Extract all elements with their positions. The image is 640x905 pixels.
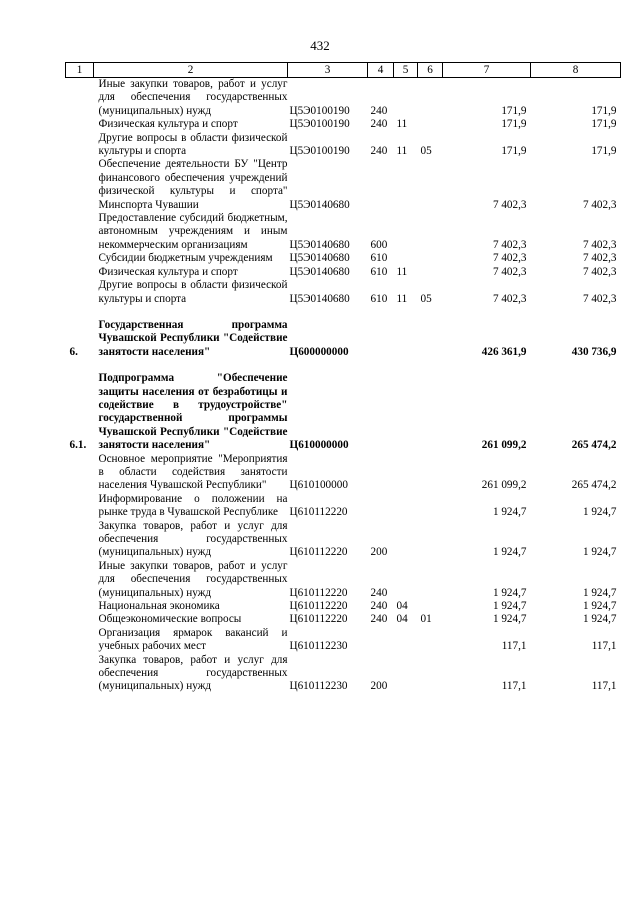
table-row	[66, 252, 621, 265]
subsection-code	[418, 560, 443, 600]
target-code: Ц610112220	[289, 600, 348, 613]
amount-year-2: 117,1	[591, 640, 617, 653]
subsection-code	[418, 600, 443, 613]
table-row	[66, 372, 621, 452]
expense-type	[368, 453, 394, 493]
amount-year-1: 171,9	[501, 104, 527, 117]
row-number	[66, 560, 94, 600]
item-name: Субсидии бюджетным учреждениям	[98, 252, 273, 265]
subsection-code	[418, 78, 443, 119]
amount-year-2: 7 402,3	[582, 198, 617, 211]
amount-year-1: 7 402,3	[492, 252, 527, 265]
section-code	[394, 78, 418, 119]
row-number: 6.	[69, 345, 78, 358]
amount-year-1: 261 099,2	[481, 439, 527, 452]
spacer-cell	[66, 306, 621, 319]
column-header: 4	[368, 63, 394, 78]
expense-type: 240	[370, 613, 388, 626]
expense-type: 240	[370, 600, 388, 613]
table-row	[66, 132, 621, 159]
target-code: Ц5Э0100190	[289, 145, 350, 158]
amount-year-1: 1 924,7	[492, 586, 527, 599]
row-number	[66, 132, 94, 159]
row-number	[66, 600, 94, 613]
item-name: Общеэкономические вопросы	[98, 613, 242, 626]
row-number	[66, 613, 94, 626]
table-row	[66, 266, 621, 279]
row-number	[66, 279, 94, 306]
section-code	[394, 319, 418, 359]
amount-year-1: 7 402,3	[492, 265, 527, 278]
target-code: Ц610100000	[289, 479, 348, 492]
amount-year-2: 1 924,7	[582, 546, 617, 559]
target-code: Ц5Э0140680	[289, 238, 350, 251]
spacer-row	[66, 359, 621, 372]
item-name: Физическая культура и спорт	[98, 265, 238, 278]
table-row	[66, 627, 621, 654]
amount-year-2: 7 402,3	[582, 252, 617, 265]
amount-year-2: 117,1	[591, 680, 617, 693]
amount-year-2: 7 402,3	[582, 238, 617, 251]
amount-year-2: 1 924,7	[582, 613, 617, 626]
table-row	[66, 78, 621, 119]
row-number	[66, 212, 94, 252]
item-name: Закупка товаров, работ и услуг для обеспечения государственных (муниципальных) нужд	[98, 653, 288, 693]
expense-type: 610	[370, 252, 388, 265]
table-row	[66, 520, 621, 560]
amount-year-1: 171,9	[501, 118, 527, 131]
target-code: Ц5Э0100190	[289, 104, 350, 117]
column-header: 5	[394, 63, 418, 78]
item-name: Иные закупки товаров, работ и услуг для обеспечения государственных (муниципальных) нужд	[98, 559, 288, 599]
target-code: Ц610112220	[289, 586, 348, 599]
expense-type	[368, 158, 394, 212]
amount-year-2: 1 924,7	[582, 506, 617, 519]
target-code: Ц600000000	[289, 345, 349, 358]
page-number: 432	[310, 38, 330, 53]
subsection-code	[418, 520, 443, 560]
section-code: 04	[396, 613, 408, 626]
item-name: Основное мероприятие "Мероприятия в области содействия занятости населения Чувашской Республики"	[98, 452, 288, 492]
section-code	[394, 627, 418, 654]
column-header: 2	[94, 63, 288, 78]
table-row	[66, 493, 621, 520]
target-code: Ц5Э0140680	[289, 252, 350, 265]
amount-year-2: 171,9	[591, 118, 617, 131]
section-code	[394, 560, 418, 600]
amount-year-1: 1 924,7	[492, 613, 527, 626]
subsection-code	[418, 493, 443, 520]
section-code	[394, 520, 418, 560]
amount-year-1: 1 924,7	[492, 546, 527, 559]
subsection-code	[418, 654, 443, 694]
amount-year-2: 1 924,7	[582, 600, 617, 613]
row-number	[66, 453, 94, 493]
amount-year-1: 261 099,2	[481, 479, 527, 492]
table-row	[66, 118, 621, 131]
subsection-code	[418, 453, 443, 493]
row-number	[66, 520, 94, 560]
target-code: Ц5Э0140680	[289, 292, 350, 305]
target-code: Ц5Э0140680	[289, 198, 350, 211]
expense-type: 600	[370, 238, 388, 251]
item-name: Подпрограмма "Обеспечение защиты населения от безработицы и содействие в трудоустройстве" государственной программы Чувашской Республики "Содействие занятости населения"	[98, 372, 288, 452]
subsection-code	[418, 212, 443, 252]
section-code	[394, 493, 418, 520]
amount-year-1: 117,1	[501, 680, 527, 693]
amount-year-2: 1 924,7	[582, 586, 617, 599]
subsection-code	[418, 372, 443, 452]
expense-type	[368, 319, 394, 359]
row-number	[66, 627, 94, 654]
target-code: Ц610112220	[289, 613, 348, 626]
table-row	[66, 279, 621, 306]
item-name: Информирование о положении на рынке труда в Чувашской Республике	[98, 492, 288, 519]
item-name: Организация ярмарок вакансий и учебных рабочих мест	[98, 626, 288, 653]
column-header: 6	[418, 63, 443, 78]
section-code	[394, 252, 418, 265]
subsection-code	[418, 266, 443, 279]
amount-year-1: 426 361,9	[481, 345, 527, 358]
section-code	[394, 453, 418, 493]
section-code: 04	[396, 600, 408, 613]
amount-year-2: 265 474,2	[571, 439, 617, 452]
expense-type: 200	[370, 680, 388, 693]
amount-year-1: 171,9	[501, 145, 527, 158]
subsection-code: 05	[420, 292, 432, 305]
item-name: Закупка товаров, работ и услуг для обеспечения государственных (муниципальных) нужд	[98, 519, 288, 559]
section-code: 11	[396, 265, 408, 278]
table-row	[66, 600, 621, 613]
column-header: 7	[443, 63, 531, 78]
expense-type	[368, 372, 394, 452]
subsection-code	[418, 319, 443, 359]
target-code: Ц610112230	[289, 640, 348, 653]
target-code: Ц610000000	[289, 439, 349, 452]
expense-type: 200	[370, 546, 388, 559]
section-code	[394, 654, 418, 694]
section-code: 11	[396, 145, 408, 158]
row-number	[66, 118, 94, 131]
subsection-code: 01	[420, 613, 432, 626]
amount-year-1: 7 402,3	[492, 292, 527, 305]
table-row	[66, 560, 621, 600]
expense-type: 240	[370, 145, 388, 158]
table-row	[66, 158, 621, 212]
table-row	[66, 319, 621, 359]
row-number	[66, 252, 94, 265]
section-code: 11	[396, 118, 408, 131]
item-name: Национальная экономика	[98, 600, 220, 613]
item-name: Иные закупки товаров, работ и услуг для обеспечения государственных (муниципальных) нужд	[98, 78, 288, 117]
subsection-code: 05	[420, 145, 432, 158]
row-number	[66, 158, 94, 212]
subsection-code	[418, 252, 443, 265]
column-header: 3	[288, 63, 368, 78]
target-code: Ц610112220	[289, 506, 348, 519]
column-header: 1	[66, 63, 94, 78]
amount-year-1: 117,1	[501, 640, 527, 653]
expense-type: 610	[370, 292, 388, 305]
amount-year-2: 171,9	[591, 104, 617, 117]
item-name: Физическая культура и спорт	[98, 118, 238, 131]
target-code: Ц5Э0100190	[289, 118, 350, 131]
amount-year-1: 1 924,7	[492, 600, 527, 613]
row-number: 6.1.	[69, 439, 87, 452]
section-code: 11	[396, 292, 408, 305]
target-code: Ц5Э0140680	[289, 265, 350, 278]
item-name: Предоставление субсидий бюджетным, автономным учреждениям и иным некоммерческим организациям	[98, 212, 288, 251]
subsection-code	[418, 627, 443, 654]
row-number	[66, 266, 94, 279]
amount-year-1: 1 924,7	[492, 506, 527, 519]
spacer-cell	[66, 359, 621, 372]
row-number	[66, 78, 94, 119]
expense-type	[368, 627, 394, 654]
table-body	[66, 78, 621, 694]
amount-year-2: 7 402,3	[582, 265, 617, 278]
section-code	[394, 372, 418, 452]
subsection-code	[418, 118, 443, 131]
column-header: 8	[531, 63, 621, 78]
row-number	[66, 654, 94, 694]
expense-type: 240	[370, 586, 388, 599]
section-code	[394, 212, 418, 252]
item-name: Другие вопросы в области физической культуры и спорта	[98, 131, 288, 158]
target-code: Ц610112220	[289, 546, 348, 559]
table-row	[66, 613, 621, 626]
section-code	[394, 158, 418, 212]
expense-type	[368, 493, 394, 520]
item-name: Государственная программа Чувашской Республики "Содействие занятости населения"	[98, 318, 288, 358]
spacer-row	[66, 306, 621, 319]
column-number-row	[66, 63, 621, 78]
subsection-code	[418, 158, 443, 212]
amount-year-2: 430 736,9	[571, 345, 617, 358]
table-row	[66, 453, 621, 493]
table-row	[66, 212, 621, 252]
amount-year-2: 7 402,3	[582, 292, 617, 305]
item-name: Обеспечение деятельности БУ "Центр финансового обеспечения учреждений физической культуры и спорта" Минспорта Чувашии	[98, 158, 288, 211]
amount-year-2: 171,9	[591, 145, 617, 158]
expense-type: 240	[370, 104, 388, 117]
item-name: Другие вопросы в области физической культуры и спорта	[98, 279, 288, 305]
expense-type: 610	[370, 265, 388, 278]
budget-table	[65, 62, 621, 694]
amount-year-1: 7 402,3	[492, 238, 527, 251]
expense-type: 240	[370, 118, 388, 131]
row-number	[66, 493, 94, 520]
amount-year-1: 7 402,3	[492, 198, 527, 211]
target-code: Ц610112230	[289, 680, 348, 693]
amount-year-2: 265 474,2	[571, 479, 617, 492]
table-row	[66, 654, 621, 694]
